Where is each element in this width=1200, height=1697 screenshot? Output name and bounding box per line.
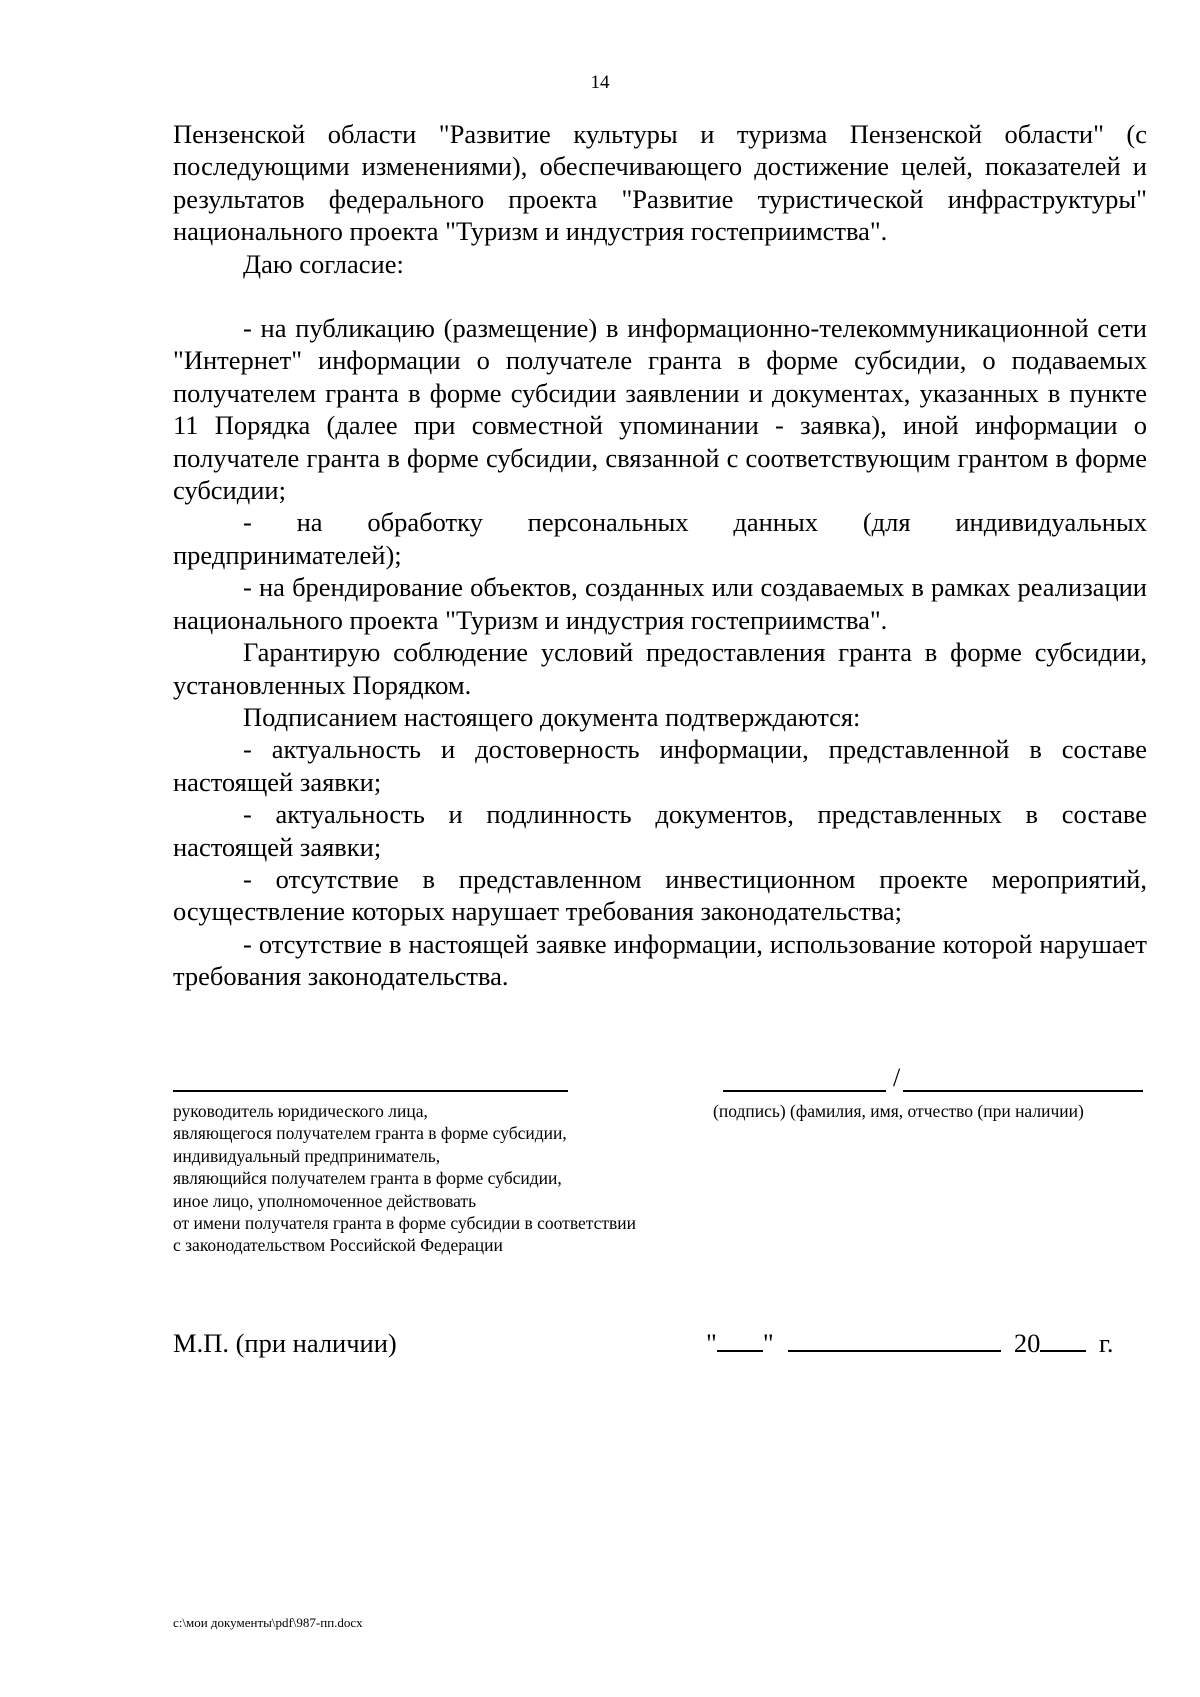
page-number: 14 <box>590 72 610 93</box>
full-name-line <box>903 1090 1143 1092</box>
signature-caption: (подпись) (фамилия, имя, отчество (при наличии) <box>713 1101 1084 1121</box>
signature-line <box>723 1090 886 1092</box>
signatory-caption <box>173 1100 733 1257</box>
caption-line: являющийся получателем гранта в форме субсидии, <box>173 1168 562 1189</box>
date-field <box>706 1328 1114 1359</box>
caption-line: с законодательством Российской Федерации <box>173 1235 503 1256</box>
paragraph-confirm-authenticity: - актуальность и подлинность документов, представленных в составе настоящей заявки; <box>173 799 1147 862</box>
year-suffix: г. <box>1099 1328 1114 1358</box>
month-blank <box>788 1328 1001 1352</box>
document-body <box>173 118 1147 993</box>
stamp-place-label: М.П. (при наличии) <box>173 1328 397 1358</box>
day-blank <box>717 1328 763 1352</box>
year-blank <box>1040 1328 1086 1352</box>
paragraph-confirm-no-violations: - отсутствие в представленном инвестиционном проекте мероприятий, осуществление которых нарушает требования законодательства; <box>173 863 1147 927</box>
paragraph-consent-personal-data: - на обработку персональных данных (для индивидуальных предпринимателей); <box>173 507 1147 570</box>
date-close-quote: " <box>762 1328 774 1358</box>
year-prefix: 20 <box>1013 1328 1041 1358</box>
caption-line: руководитель юридического лица, <box>173 1101 428 1121</box>
paragraph-confirm-no-illegal-info: - отсутствие в настоящей заявке информации, использование которой нарушает требования законодательства. <box>173 928 1147 992</box>
left-signature-line <box>173 1090 568 1092</box>
paragraph-consent-publication: - на публикацию (размещение) в информационно-телекоммуникационной сети "Интернет" информации о получателе гранта в форме субсидии, о подаваемых получателем гранта в форме субсидии заявлении и документах, указанных в пункте 11 Порядка (далее при совместной упоминании - заявка), иной информации о получателе гранта в форме субсидии, связанной с соответствующим грантом в форме субсидии; <box>173 313 1147 506</box>
paragraph-intro: Пензенской области "Развитие культуры и туризма Пензенской области" (с последующими изменениями), обеспечивающего достижение целей, показателей и результатов федерального проекта "Развитие туристической инфраструктуры" национального проекта "Туризм и индустрия гостеприимства". <box>173 119 1147 247</box>
paragraph-confirmation-heading: Подписанием настоящего документа подтверждаются: <box>243 701 861 732</box>
paragraph-consent-branding: - на брендирование объектов, созданных или создаваемых в рамках реализации национального проекта "Туризм и индустрия гостеприимства". <box>173 572 1147 635</box>
caption-line: иное лицо, уполномоченное действовать <box>173 1190 477 1211</box>
file-path-footer: c:\мои документы\pdf\987-пп.docx <box>173 1615 363 1630</box>
caption-line: от имени получателя гранта в форме субсидии в соответствии <box>173 1213 637 1234</box>
date-open-quote: " <box>706 1328 717 1358</box>
caption-line: индивидуальный предприниматель, <box>173 1145 441 1166</box>
paragraph-guarantee: Гарантирую соблюдение условий предоставления гранта в форме субсидии, установленных Порядком. <box>173 637 1147 700</box>
paragraph-confirm-relevance: - актуальность и достоверность информации, представленной в составе настоящей заявки; <box>173 734 1147 797</box>
paragraph-consent-heading: Даю согласие: <box>243 248 404 279</box>
caption-line: являющегося получателем гранта в форме субсидии, <box>173 1123 567 1144</box>
signature-separator: / <box>893 1063 901 1092</box>
